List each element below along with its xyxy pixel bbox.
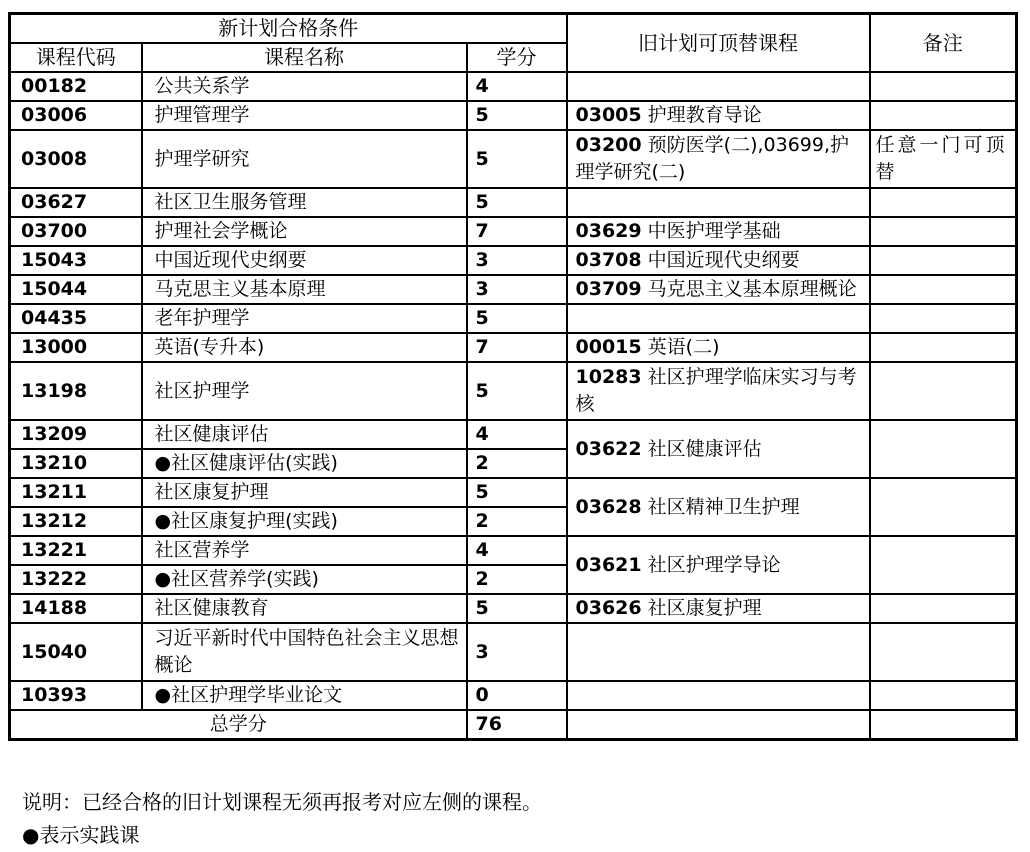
course-name-cell: 老年护理学 [142,304,467,333]
course-code-cell: 10393 [10,681,142,710]
remark-cell [870,101,1017,130]
total-row [10,710,1017,740]
credit-cell: 5 [467,478,567,507]
credit-cell: 3 [467,275,567,304]
course-name-cell: ●社区营养学(实践) [142,565,467,594]
course-code-cell: 13209 [10,420,142,449]
credit-cell: 5 [467,188,567,217]
old-course-cell [567,594,870,623]
remark-cell [870,623,1017,681]
total-credit-label: 总学分 [10,710,467,740]
course-code-cell: 14188 [10,594,142,623]
old-course-cell [567,478,870,536]
remark-cell [870,594,1017,623]
new-plan-group-header: 新计划合格条件 [10,14,567,44]
old-course-cell [567,681,870,710]
old-course-name: 马克思主义基本原理概论 [647,278,857,300]
credit-cell: 5 [467,594,567,623]
course-row [10,188,1017,217]
note-line-instruction: 说明：已经合格的旧计划课程无须再报考对应左侧的课程。 [22,790,542,814]
remark-cell [870,333,1017,362]
old-course-cell [567,275,870,304]
course-name-cell: ●社区康复护理(实践) [142,507,467,536]
old-course-cell [567,536,870,594]
remark-cell [870,362,1017,420]
credit-cell: 3 [467,246,567,275]
old-course-cell [567,420,870,478]
course-row [10,420,1017,449]
old-course-name: 中医护理学基础 [647,220,781,242]
course-code-cell: 00182 [10,72,142,101]
course-row [10,362,1017,420]
course-row [10,72,1017,101]
credit-cell: 5 [467,362,567,420]
old-course-name: 社区康复护理 [647,597,762,619]
course-code-cell: 13221 [10,536,142,565]
credit-cell: 4 [467,420,567,449]
course-replacement-table [8,12,1018,741]
old-course-cell [567,72,870,101]
course-code-cell: 03008 [10,130,142,188]
course-name-cell: 社区健康教育 [142,594,467,623]
course-row [10,101,1017,130]
credit-column-header: 学分 [467,43,567,72]
course-name-cell: 英语(专升本) [142,333,467,362]
credit-cell: 2 [467,449,567,478]
credit-cell: 7 [467,217,567,246]
course-name-cell: ●社区健康评估(实践) [142,449,467,478]
old-course-cell [567,710,870,740]
remark-cell [870,246,1017,275]
course-name-cell: 马克思主义基本原理 [142,275,467,304]
code-column-header: 课程代码 [10,43,142,72]
old-course-name: 社区护理学导论 [647,553,781,576]
course-code-cell: 15044 [10,275,142,304]
old-course-code: 10283 [575,366,642,388]
old-course-code: 03709 [575,278,642,300]
course-code-cell: 13211 [10,478,142,507]
course-row [10,130,1017,188]
course-name-cell: 社区康复护理 [142,478,467,507]
course-code-cell: 03006 [10,101,142,130]
credit-cell: 5 [467,101,567,130]
course-name-cell: 护理社会学概论 [142,217,467,246]
old-course-code: 03200 [575,134,642,156]
course-name-cell: 中国近现代史纲要 [142,246,467,275]
old-course-code: 03626 [575,597,642,619]
credit-cell: 5 [467,304,567,333]
course-name-cell: 护理学研究 [142,130,467,188]
course-row [10,217,1017,246]
old-course-cell [567,101,870,130]
course-row [10,478,1017,507]
old-course-name: 社区护理学临床实习与考核 [575,366,857,415]
old-course-name: 社区健康评估 [647,437,762,460]
course-code-cell: 15040 [10,623,142,681]
course-name-cell: 习近平新时代中国特色社会主义思想概论 [142,623,467,681]
note-line-practice-legend: ●表示实践课 [22,823,140,847]
credit-cell: 2 [467,507,567,536]
old-course-cell [567,130,870,188]
remark-cell [870,217,1017,246]
remark-cell [870,420,1017,478]
course-code-cell: 03627 [10,188,142,217]
credit-cell: 3 [467,623,567,681]
credit-cell: 4 [467,72,567,101]
course-row [10,275,1017,304]
old-plan-column-header: 旧计划可顶替课程 [567,14,870,73]
credit-cell: 5 [467,130,567,188]
course-name-cell: 社区护理学 [142,362,467,420]
old-course-cell [567,246,870,275]
old-course-code: 03708 [575,249,642,271]
course-code-cell: 15043 [10,246,142,275]
course-name-cell: 护理管理学 [142,101,467,130]
header-row-group [10,14,1017,44]
credit-cell: 7 [467,333,567,362]
credit-cell: 2 [467,565,567,594]
old-course-cell [567,188,870,217]
old-course-code: 03628 [575,495,642,518]
course-code-cell: 03700 [10,217,142,246]
credit-cell: 0 [467,681,567,710]
course-code-cell: 13198 [10,362,142,420]
total-credit-value: 76 [467,710,567,740]
name-column-header: 课程名称 [142,43,467,72]
old-course-code: 00015 [575,336,642,358]
old-course-name: 社区精神卫生护理 [647,495,800,518]
table-notes [22,786,542,852]
course-code-cell: 13222 [10,565,142,594]
old-course-cell [567,333,870,362]
course-code-cell: 04435 [10,304,142,333]
old-course-cell [567,217,870,246]
course-row [10,246,1017,275]
old-course-cell [567,623,870,681]
remark-column-header: 备注 [870,14,1017,73]
old-course-cell [567,304,870,333]
old-course-code: 03629 [575,220,642,242]
old-course-name: 英语(二) [647,336,720,358]
old-course-name: 预防医学(二),03699,护理学研究(二) [575,134,850,183]
course-code-cell: 13000 [10,333,142,362]
remark-cell [870,536,1017,594]
course-code-cell: 13210 [10,449,142,478]
course-name-cell: 社区卫生服务管理 [142,188,467,217]
remark-cell [870,188,1017,217]
remark-cell [870,72,1017,101]
course-row [10,681,1017,710]
credit-cell: 4 [467,536,567,565]
old-course-name: 护理教育导论 [647,104,762,126]
remark-cell [870,478,1017,536]
old-course-code: 03005 [575,104,642,126]
remark-cell [870,681,1017,710]
old-course-code: 03622 [575,437,642,460]
course-row [10,594,1017,623]
old-course-name: 中国近现代史纲要 [647,249,800,271]
old-course-cell [567,362,870,420]
course-name-cell: 社区健康评估 [142,420,467,449]
remark-cell [870,275,1017,304]
remark-cell: 任意一门可顶替 [870,130,1017,188]
remark-cell [870,304,1017,333]
course-name-cell: 公共关系学 [142,72,467,101]
old-course-code: 03621 [575,553,642,576]
course-name-cell: ●社区护理学毕业论文 [142,681,467,710]
course-code-cell: 13212 [10,507,142,536]
course-row [10,333,1017,362]
course-row [10,536,1017,565]
course-row [10,304,1017,333]
course-row [10,623,1017,681]
course-name-cell: 社区营养学 [142,536,467,565]
remark-cell [870,710,1017,740]
